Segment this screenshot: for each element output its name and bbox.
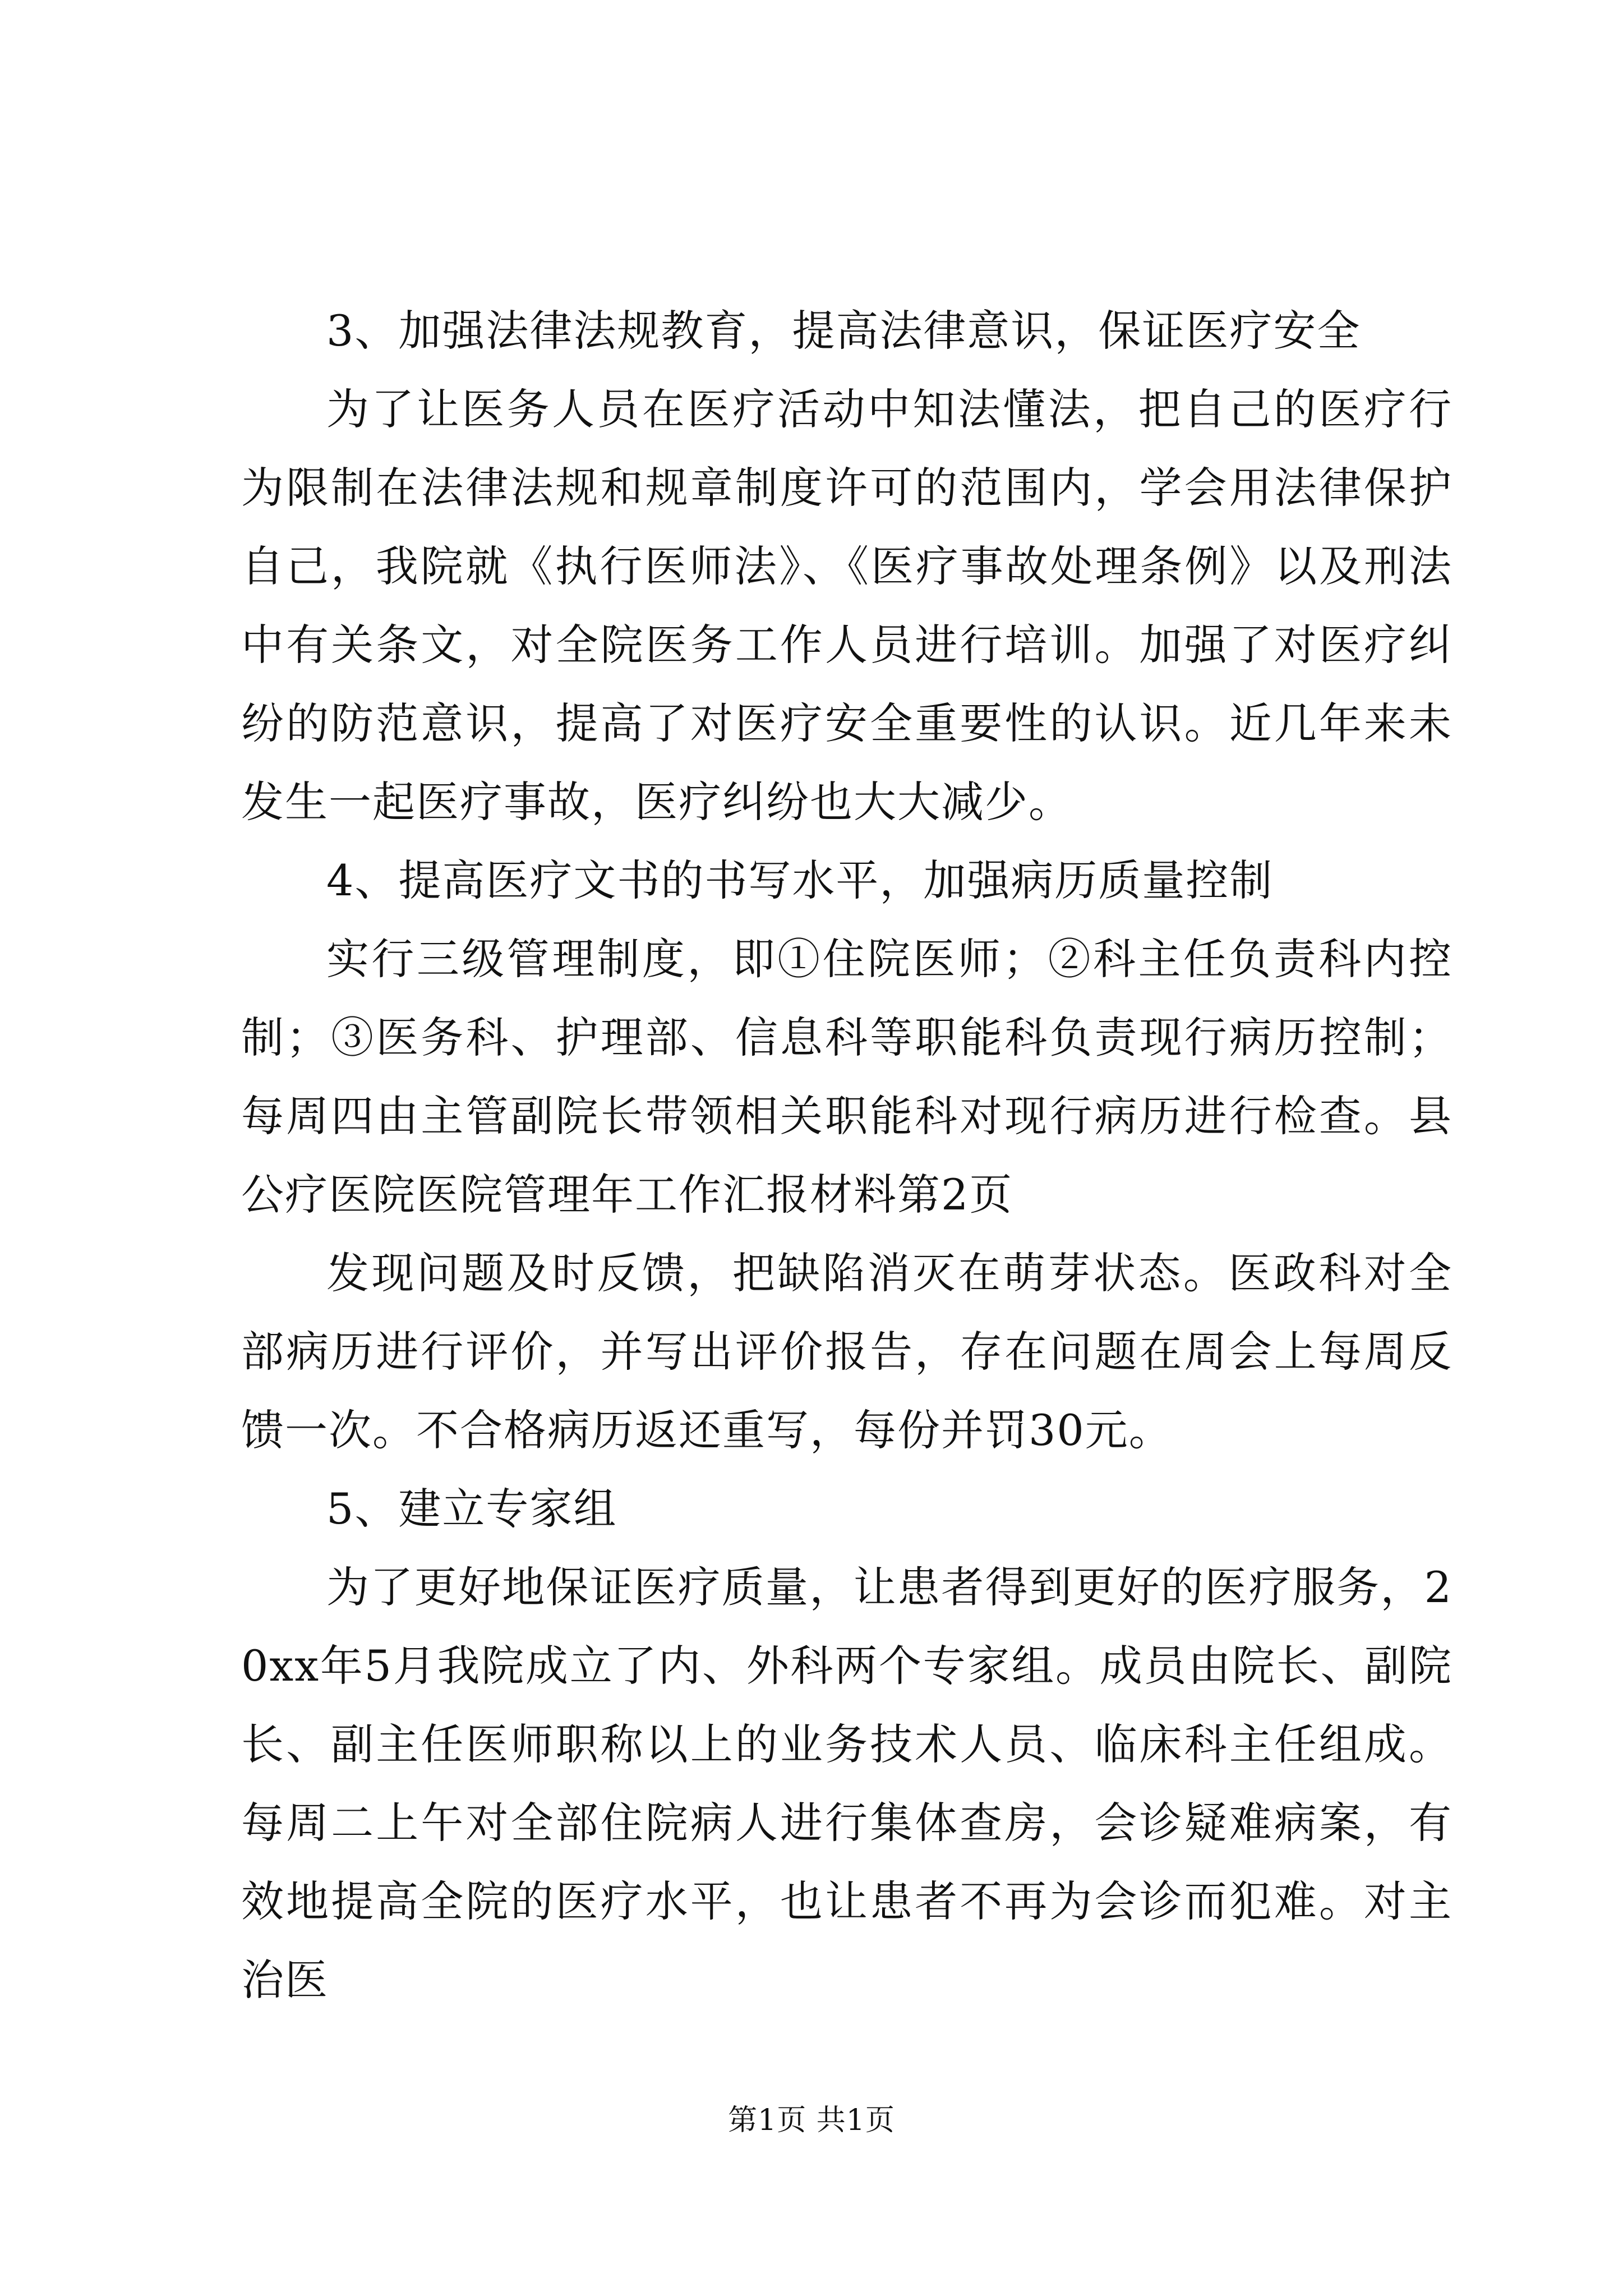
body-paragraph: 为了让医务人员在医疗活动中知法懂法，把自己的医疗行为限制在法律法规和规章制度许可的范围内，学会用法律保护自己，我院就《执行医师法》、《医疗事故处理条例》以及刑法中有关条文，对全院医务工作人员进行培训。加强了对医疗纠纷的防范意识，提高了对医疗安全重要性的认识。近几年来未发生一起医疗事故，医疗纠纷也大大减少。 <box>241 384 1453 827</box>
body-paragraph: 为了更好地保证医疗质量，让患者得到更好的医疗服务，20xx年5月我院成立了内、外科两个专家组。成员由院长、副院长、副主任医师职称以上的业务技术人员、临床科主任组成。每周二上午对全部住院病人进行集体查房，会诊疑难病案，有效地提高全院的医疗水平，也让患者不再为会诊而犯难。对主治医 <box>241 1562 1453 2005</box>
document-body <box>241 292 1453 2019</box>
body-paragraph: 实行三级管理制度，即①住院医师；②科主任负责科内控制；③医务科、护理部、信息科等职能科负责现行病历控制；每周四由主管副院长带领相关职能科对现行病历进行检查。县公疗医院医院管理年工作汇报材料第2页 <box>241 934 1453 1220</box>
section-heading-3: 3、加强法律法规教育，提高法律意识，保证医疗安全 <box>326 306 1361 356</box>
section-heading-4: 4、提高医疗文书的书写水平，加强病历质量控制 <box>326 855 1274 905</box>
section-heading-5: 5、建立专家组 <box>326 1484 617 1534</box>
page-footer: 第1页 共1页 <box>728 2104 895 2137</box>
body-paragraph: 发现问题及时反馈，把缺陷消灭在萌芽状态。医政科对全部病历进行评价，并写出评价报告，存在问题在周会上每周反馈一次。不合格病历返还重写，每份并罚30元。 <box>241 1248 1453 1455</box>
